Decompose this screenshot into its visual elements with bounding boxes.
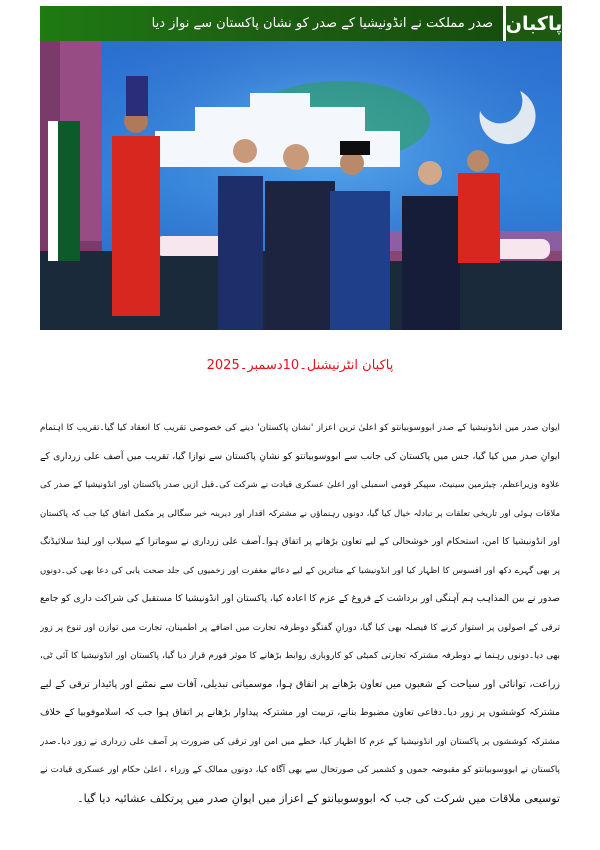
- article-line: بھی دیا۔دونوں رہنما نے دوطرفہ مشترکہ تجارتی کمیٹی کو کاروباری روابط بڑھانے کا موثر فورم قرار دیا گیا، پاکستان اور انڈونیشیا کا آئی ٹی،: [40, 651, 560, 661]
- dateline: پاکبان انٹرنیشنل۔10دسمبر۔2025: [206, 358, 394, 373]
- article-body: [40, 414, 560, 813]
- article-line: توسیعی ملاقات میں شرکت کی جب کہ ابووسوبیانتو کے اعزاز میں ایوانِ صدر میں پرتکلف عشائیہ دیا گیا۔: [77, 791, 560, 805]
- article-line: صدور نے بین المذاہب ہم آہنگی اور برداشت کے فروغ کے عزم کا اعادہ کیا، پاکستان اور انڈونیشیا کا مستقبل کی شراکت داری کو جامع: [40, 593, 560, 604]
- article-line: ترقی کے اصولوں پر استوار کرنے کا فیصلہ بھی کیا گیا، دورانِ گفتگو دوطرفہ تجارت میں اضافے پر اطمینان، تجارت میں توازن اور تنوع پر زور: [40, 622, 560, 633]
- article-line: اور انڈونیشیا کا امن، استحکام اور خوشحالی کے لیے تعاون بڑھانے پر اتفاق ہوا۔آصف علی زرداری نے سوماترا کے سیلاب اور لینڈ سلائیڈنگ: [40, 537, 560, 547]
- logo: پاکبان: [503, 6, 562, 41]
- article-line: پاکستان نے ابووسوبیانتو کو مقبوضہ جموں و کشمیر کی صورتحال سے بھی آگاہ کیا، دونوں ممالک کے وزراء ، اعلیٰ حکام اور عسکری قیادت نے: [40, 765, 560, 775]
- headline: صدر مملکت نے انڈونیشیا کے صدر کو نشان پاکستان سے نواز دیا: [151, 16, 493, 31]
- article-line: ایوانِ صدر میں کیا گیا، جس میں پاکستان کی جانب سے ابووسوبیانتو کو نشانِ پاکستان سے نوازا گیا، تقریب میں آصف علی زرداری کے: [40, 450, 560, 462]
- article-line: مشترکہ کوششوں پر زور دیا۔دفاعی تعاون مضبوط بنانے، تربیت اور مشترکہ پیداوار بڑھانے پر اتفاق ہوا جب کہ اسلاموفوبیا کے خلاف: [40, 707, 560, 718]
- article-line: زراعت، توانائی اور سیاحت کے شعبوں میں تعاون بڑھانے پر اتفاق ہوا، موسمیاتی تبدیلی، آفات سے نمٹنے اور پائیدار ترقی کے لیے: [40, 678, 560, 690]
- article-line: علاوہ وزیراعظم، چیئرمین سینیٹ، سپیکر قومی اسمبلی اور اعلیٰ عسکری قیادت نے شرکت کی۔قبل ازیں صدر پاکستان اور انڈونیشیا کے صدر کی: [40, 480, 560, 490]
- header-bar: [40, 6, 562, 41]
- article-photo: [40, 41, 562, 330]
- article-line: مشترکہ کوششوں پر پاکستان اور انڈونیشیا کے عزم کا اظہار کیا، خطے میں امن اور ترقی کی ضرورت پر آصف علی زرداری نے زور دیا۔صدر: [40, 736, 560, 747]
- article-line: ملاقات ہوئی اور تاریخی تعلقات پر تبادلہ خیال کیا گیا، دونوں رہنماؤں نے مشترکہ اقدار اور دیرینہ خیر سگالی پر مکمل اتفاق کیا جب کہ پاکستان: [40, 508, 560, 519]
- award-ceremony-photo-icon: [40, 41, 562, 330]
- article-line: پر بھی گہرے دکھ اور افسوس کا اظہار کیا اور انڈونیشیا کے متاثرین کے لیے دعائے مغفرت اور زخمیوں کی جلد صحت یابی کی دعا بھی کی۔دونوں: [40, 565, 560, 576]
- article-line: ایوان صدر میں انڈونیشیا کے صدر ابووسوبیانتو کو اعلیٰ ترین اعزاز 'نشان پاکستان' دینے کی خصوصی تقریب کا انعقاد کیا گیا۔تقریب کا اہتمام: [40, 423, 560, 433]
